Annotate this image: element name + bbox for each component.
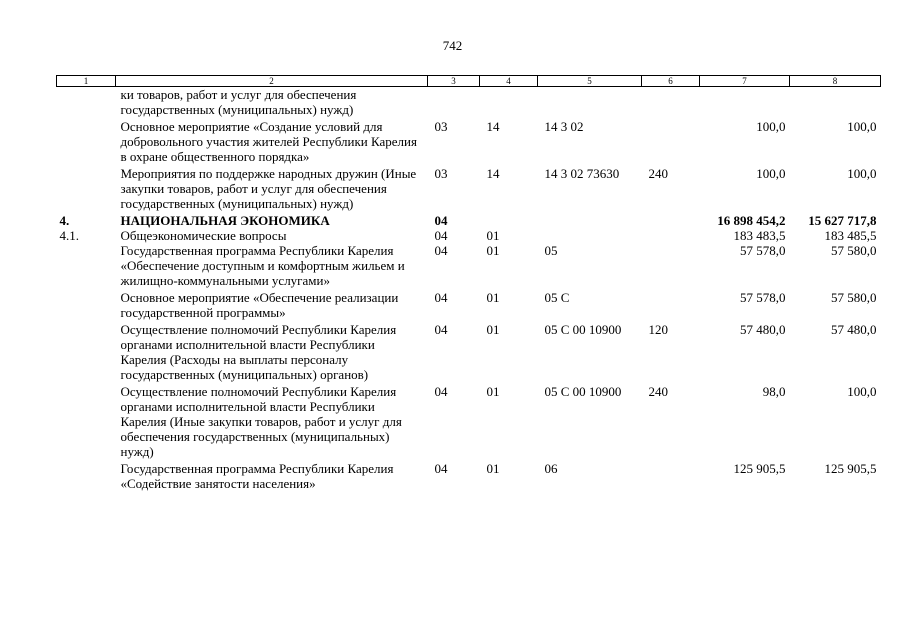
section-code: 04 (434, 243, 448, 258)
amount-year-1: 100,0 (756, 119, 786, 134)
expense-type-code: 120 (648, 322, 668, 337)
subsection-code: 01 (486, 290, 500, 305)
item-name: Мероприятия по поддержке народных дружин (Иные закупки товаров, работ и услуг для обеспечения государственных (муниципальных) нужд) (120, 166, 417, 211)
item-name: Общеэкономические вопросы (120, 228, 287, 243)
item-name: Государственная программа Республики Карелия «Содействие занятости населения» (120, 461, 394, 491)
row-number (57, 290, 116, 322)
amount-year-2: 125 905,5 (824, 461, 877, 476)
column-header-2: 2 (116, 76, 428, 87)
expense-type-code: 240 (648, 384, 668, 399)
column-header-7: 7 (700, 76, 790, 87)
target-article-code: 05 С 00 10900 (544, 322, 622, 337)
amount-year-2 (790, 87, 881, 120)
amount-year-1 (700, 87, 790, 120)
target-article-code (538, 87, 642, 120)
item-name: Основное мероприятие «Обеспечение реализации государственной программы» (120, 290, 399, 320)
expense-type-code (642, 290, 700, 322)
section-code: 04 (434, 461, 448, 476)
subsection-code (480, 87, 538, 120)
item-name: Осуществление полномочий Республики Карелия органами исполнительной власти Республики Карелия (Расходы на выплаты персоналу государственных (муниципальных) органов) (120, 322, 397, 382)
target-article-code: 05 (544, 243, 558, 258)
target-article-code: 05 С 00 10900 (544, 384, 622, 399)
row-number (57, 243, 116, 290)
amount-year-2: 100,0 (847, 384, 877, 399)
subsection-code: 01 (486, 243, 500, 258)
table-row (57, 119, 881, 166)
item-name: Основное мероприятие «Создание условий для добровольного участия жителей Республики Карелия в охране общественного порядка» (120, 119, 417, 164)
expense-type-code (642, 461, 700, 493)
table-row (57, 166, 881, 213)
subsection-code: 01 (486, 228, 500, 243)
section-code: 04 (434, 228, 448, 243)
subsection-code: 14 (486, 119, 500, 134)
target-article-code (538, 213, 642, 228)
target-article-code (538, 228, 642, 243)
section-code: 03 (434, 166, 448, 181)
column-header-1: 1 (57, 76, 116, 87)
row-number: 4. (59, 213, 70, 228)
amount-year-2: 57 480,0 (831, 322, 877, 337)
amount-year-1: 183 483,5 (733, 228, 786, 243)
column-header-5: 5 (538, 76, 642, 87)
table-row (57, 228, 881, 243)
table-row (57, 243, 881, 290)
amount-year-1: 57 578,0 (740, 290, 786, 305)
subsection-code: 01 (486, 384, 500, 399)
section-code (428, 87, 480, 120)
subsection-code: 01 (486, 322, 500, 337)
section-code: 04 (434, 290, 448, 305)
section-code: 03 (434, 119, 448, 134)
expense-type-code (642, 243, 700, 290)
amount-year-2: 15 627 717,8 (808, 213, 877, 228)
amount-year-1: 57 578,0 (740, 243, 786, 258)
section-code: 04 (434, 384, 448, 399)
item-name: НАЦИОНАЛЬНАЯ ЭКОНОМИКА (120, 213, 330, 228)
budget-table-body (57, 87, 881, 494)
expense-type-code (642, 87, 700, 120)
target-article-code: 14 3 02 (544, 119, 584, 134)
row-number (57, 119, 116, 166)
subsection-code: 01 (486, 461, 500, 476)
table-row (57, 213, 881, 228)
expense-type-code (642, 119, 700, 166)
column-header-6: 6 (642, 76, 700, 87)
amount-year-1: 100,0 (756, 166, 786, 181)
target-article-code: 05 С (544, 290, 570, 305)
row-number (57, 87, 116, 120)
row-number (57, 322, 116, 384)
amount-year-1: 98,0 (762, 384, 786, 399)
column-number-row (57, 76, 881, 87)
budget-table (56, 75, 881, 493)
amount-year-2: 100,0 (847, 119, 877, 134)
column-header-4: 4 (480, 76, 538, 87)
page-number: 742 (442, 38, 463, 53)
item-name: ки товаров, работ и услуг для обеспечения государственных (муниципальных) нужд) (120, 87, 357, 117)
expense-type-code (642, 213, 700, 228)
expense-type-code (642, 228, 700, 243)
table-row (57, 87, 881, 120)
section-code: 04 (434, 322, 448, 337)
expense-type-code: 240 (648, 166, 668, 181)
amount-year-1: 57 480,0 (740, 322, 786, 337)
amount-year-1: 125 905,5 (733, 461, 786, 476)
column-header-3: 3 (428, 76, 480, 87)
subsection-code: 14 (486, 166, 500, 181)
item-name: Осуществление полномочий Республики Карелия органами исполнительной власти Республики Карелия (Иные закупки товаров, работ и услуг для обеспечения государственных (муниципальных) нужд) (120, 384, 402, 459)
amount-year-2: 100,0 (847, 166, 877, 181)
amount-year-2: 57 580,0 (831, 243, 877, 258)
row-number (57, 384, 116, 461)
column-header-8: 8 (790, 76, 881, 87)
table-row (57, 322, 881, 384)
table-row (57, 290, 881, 322)
section-code: 04 (434, 213, 448, 228)
row-number (57, 166, 116, 213)
table-row (57, 384, 881, 461)
row-number (57, 461, 116, 493)
subsection-code (480, 213, 538, 228)
item-name: Государственная программа Республики Карелия «Обеспечение доступным и комфортным жильем и жилищно-коммунальными услугами» (120, 243, 405, 288)
target-article-code: 14 3 02 73630 (544, 166, 620, 181)
amount-year-2: 183 485,5 (824, 228, 877, 243)
amount-year-2: 57 580,0 (831, 290, 877, 305)
amount-year-1: 16 898 454,2 (717, 213, 786, 228)
table-row (57, 461, 881, 493)
row-number: 4.1. (59, 228, 79, 243)
target-article-code: 06 (544, 461, 558, 476)
